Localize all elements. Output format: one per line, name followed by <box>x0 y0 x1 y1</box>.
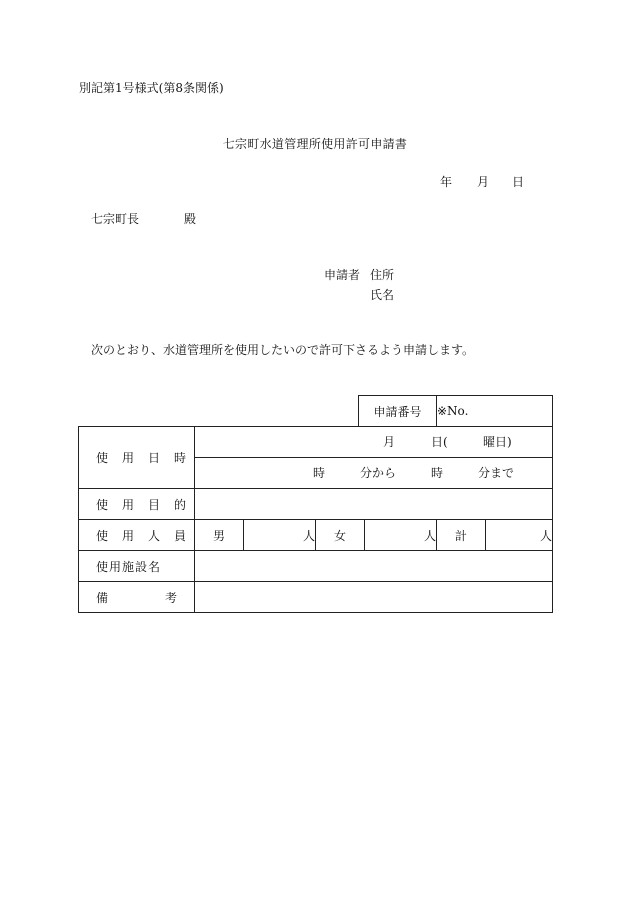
application-number-label: 申請番号 <box>359 396 437 427</box>
facility-name-label: 使用施設名 <box>79 551 195 582</box>
datetime-row-date <box>79 427 553 458</box>
female-unit: 人 <box>423 528 436 543</box>
remarks-label-right: 考 <box>164 590 177 605</box>
remarks-field[interactable] <box>195 582 553 613</box>
time-start-minute-unit: 分から <box>360 466 397 480</box>
usage-purpose-field[interactable] <box>195 489 553 520</box>
date-month-label: 月 <box>477 175 490 189</box>
address-label: 住所 <box>370 268 395 282</box>
addressee-name: 七宗町長 <box>91 212 140 226</box>
date-weekday-unit: 曜日) <box>483 435 512 449</box>
time-start-hour-unit: 時 <box>313 466 326 480</box>
usage-datetime-label: 使 用 日 時 <box>79 427 195 489</box>
usage-date-field[interactable] <box>195 427 553 458</box>
application-number-table <box>358 395 553 427</box>
facility-name-field[interactable] <box>195 551 553 582</box>
facility-row <box>79 551 553 582</box>
female-count-field[interactable] <box>365 520 437 551</box>
remarks-label-cell <box>79 582 195 613</box>
request-statement: 次のとおり、水道管理所を使用したいので許可下さるよう申請します。 <box>91 343 475 357</box>
usage-details-table <box>78 426 553 613</box>
form-reference: 別記第1号様式(第8条関係) <box>79 81 224 95</box>
total-unit: 人 <box>540 528 553 543</box>
date-day-label: 日 <box>512 175 525 189</box>
purpose-row <box>79 489 553 520</box>
date-month-unit: 月 <box>383 435 396 449</box>
persons-row <box>79 520 553 551</box>
date-day-unit: 日( <box>431 435 448 449</box>
remarks-row <box>79 582 553 613</box>
applicant-label: 申請者 <box>324 268 361 282</box>
usage-purpose-label: 使 用 目 的 <box>79 489 195 520</box>
female-label: 女 <box>316 520 365 551</box>
total-count-field[interactable] <box>486 520 553 551</box>
total-label: 計 <box>437 520 486 551</box>
remarks-label-left: 備 <box>96 590 109 605</box>
addressee-honorific: 殿 <box>184 212 197 226</box>
name-label: 氏名 <box>370 288 395 302</box>
time-end-hour-unit: 時 <box>431 466 444 480</box>
document-title: 七宗町水道管理所使用許可申請書 <box>222 137 408 151</box>
male-label: 男 <box>195 520 244 551</box>
time-end-minute-unit: 分まで <box>478 466 515 480</box>
male-unit: 人 <box>302 528 315 543</box>
usage-time-field[interactable] <box>195 458 553 489</box>
application-number-row <box>359 396 553 427</box>
usage-persons-label: 使 用 人 員 <box>79 520 195 551</box>
application-number-field[interactable]: ※No. <box>437 396 553 427</box>
male-count-field[interactable] <box>244 520 316 551</box>
date-year-label: 年 <box>440 175 453 189</box>
